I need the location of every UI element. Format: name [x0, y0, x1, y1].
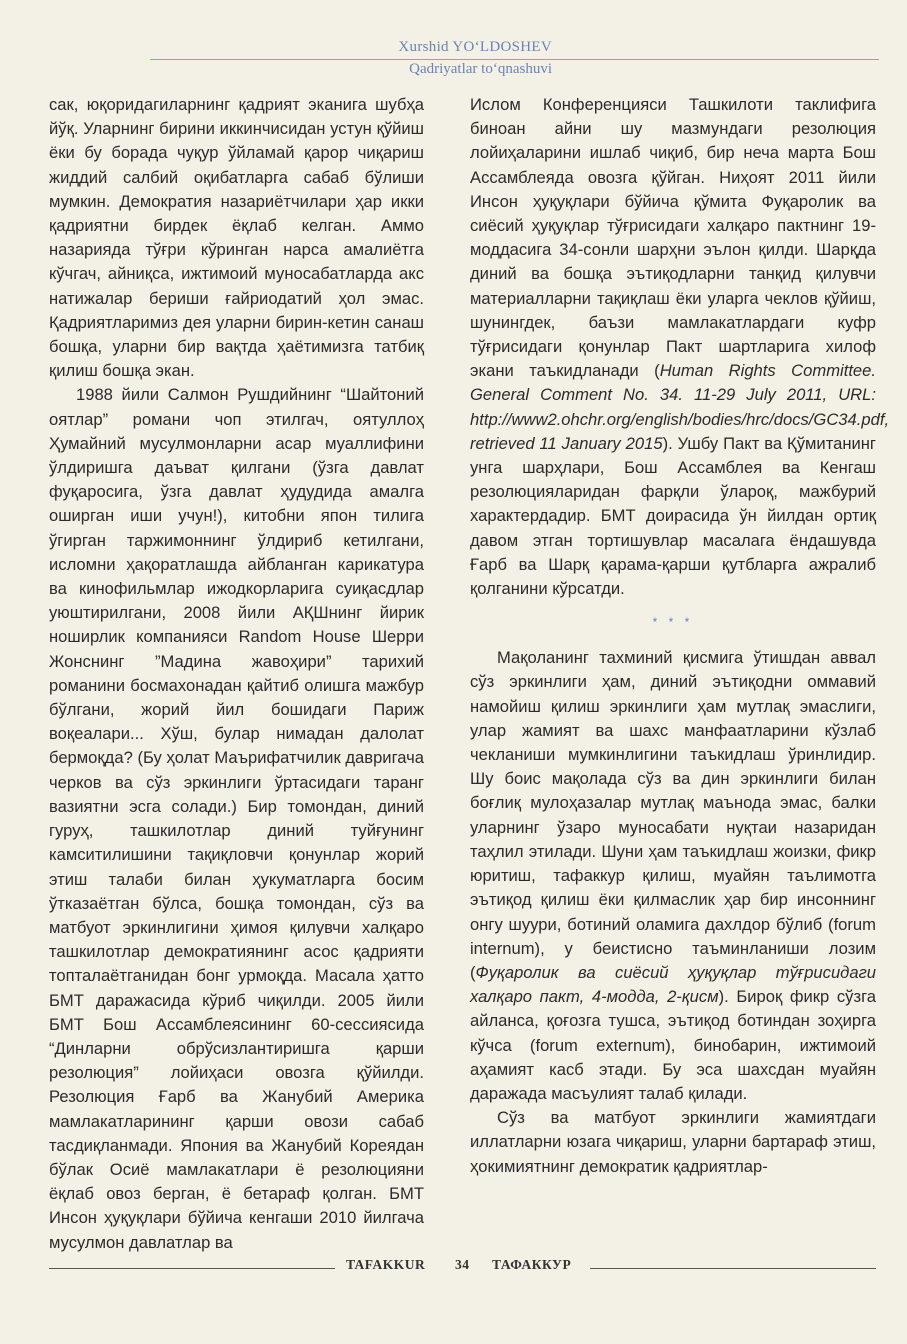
- section-separator: * * *: [652, 615, 694, 630]
- paragraph: Сўз ва матбуот эркинлиги жамиятдаги иллатларни юзага чиқариш, уларни бартараф этиш, ҳокимиятнинг демократик қадриятлар-: [470, 1108, 876, 1176]
- running-header: [0, 0, 907, 90]
- footer-label-latin: TAFAKKUR: [346, 1257, 426, 1272]
- paragraph: [470, 93, 890, 601]
- reference-citation: Human Rights Committee. General Comment No. 34. 11-29 July 2011, URL: http://www2.ohchr.org/english/bodies/hrc/docs/GC34.pdf, retrieved 11 January 2015: [470, 361, 890, 453]
- right-column: [470, 93, 890, 1179]
- left-column: [49, 93, 424, 1255]
- paragraph-text: ). Бироқ фикр сўзга айланса, қоғозга тушса, эътиқод ботиндан зоҳирга кўчса (forum externum), бинобарин, ижтимоий аҳамият касб этади. Бу эса шахсдан муайян даражада масъулият талаб қилади.: [470, 987, 876, 1103]
- page-number: 34: [455, 1257, 470, 1272]
- author-name: Xurshid YO‘LDOSHEV: [398, 39, 552, 55]
- article-subtitle: Qadriyatlar to‘qnashuvi: [409, 61, 552, 77]
- reference-citation: Фуқаролик ва сиёсий ҳуқуқлар тўғрисидаги халқаро пакт, 4-модда, 2-қисм: [470, 962, 876, 1007]
- paragraph: 1988 йили Салмон Рушдийнинг “Шайтоний оятлар” романи чоп этилгач, оятуллоҳ Ҳумайний мусулмонларни асар муаллифини ўлдиришга даъват қилгани (ўзга давлат фуқаросига, ўзга давлат ҳудудида амалга оширган иши учун!), китобни япон тилига ўгирган таржимоннинг ўлдириб кетилгани, исломни ҳақоратлашда айбланган карикатура ва кинофильмлар ижодкорларига суиқасдлар уюштирилгани, 2008 йили АҚШнинг йирик ноширлик компанияси Random House Шерри Жонснинг ”Мадина жавоҳири” тарихий романини босмахонадан қайтиб олишга мажбур бўлгани, жорий йил бошидаги Париж воқеалари... Хўш, булар нимадан далолат бермоқда? (Бу ҳолат Маърифатчилик давригача черков ва сўз эркинлиги ўртасидаги таранг вазиятни эсга солади.) Бир томондан, диний гуруҳ, ташкилотлар диний туйғунинг камситилишини тақиқловчи қонунлар жорий этиш талаби билан ҳукуматларга босим ўтказаётган бўлса, бошқа томондан, сўз ва матбуот эркинлигини ҳимоя қилувчи халқаро ташкилотлар демократиянинг асос қадрияти топталаётганидан бонг урмоқда. Масала ҳатто БМТ даражасида кўриб чиқилди. 2005 йили БМТ Бош Ассамблеясининг 60-сессиясида “Динларни обрўсизлантиришга қарши резолюция” лойиҳаси овозга қўйилди. Резолюция Ғарб ва Жанубий Америка мамлакатларининг қарши овози сабаб тасдиқланмади. Япония ва Жанубий Кореядан бўлак Осиё мамлакатлари ё резолюцияни ёқлаб овоз берган, ё бетараф қолган. БМТ Инсон ҳуқуқлари бўйича кенгаши 2010 йилгача мусулмон давлатлар ва: [49, 385, 424, 1252]
- page-footer: [0, 1255, 907, 1285]
- paragraph-text: Ислом Конференцияси Ташкилоти таклифига биноан айни шу мазмундаги резолюция лойиҳаларини ишлаб чиқиб, бир неча марта Бош Ассамблеяда овозга қўйган. Ниҳоят 2011 йили Инсон ҳуқуқлари бўйича қўмита Фуқаролик ва сиёсий ҳуқуқлар тўғрисидаги халқаро пактнинг 19-моддасига 34-сонли шарҳни эълон қилди. Шарқда диний ва бошқа эътиқодларни танқид қилувчи материалларни тақиқлаш ёки уларга чеклов қўйиш, шунингдек, баъзи мамлакатлардаги куфр тўғрисидаги қонунлар Пакт шартларига хилоф экани таъкидланади (: [470, 95, 876, 381]
- paragraph-text: Мақоланинг тахминий қисмига ўтишдан аввал сўз эркинлиги ҳам, диний эътиқодни оммавий намойиш қилиш эркинлиги ҳам мутлақ эмаслиги, улар жамият ва шахс манфаатларини кўзлаб чекланиши мумкинлигини таъкидлаш ўринлидир. Шу боис мақолада сўз ва дин эркинлиги билан боғлиқ мулоҳазалар мутлақ маънода эмас, балки уларнинг ўзаро муносабати нуқтаи назаридан таҳлил этилади. Шуни ҳам таъкидлаш жоизки, фикр юритиш, тафаккур қилиш, муайян таълимотга эътиқод қилиш ёки қилмаслик ҳар бир инсоннинг онгу шуури, ботиний оламига дахлдор бўлиб (forum internum), у беистисно таъминланиши лозим (: [470, 648, 876, 982]
- header-rule: [150, 59, 879, 60]
- footer-rule-right: [590, 1268, 876, 1269]
- paragraph: сак, юқоридагиларнинг қадрият эканига шубҳа йўқ. Уларнинг бирини иккинчисидан устун қўйиш ёки бу борада чуқур ўйламай қарор чиқариш жиддий салбий оқибатларга сабаб бўлиши мумкин. Демократия назариётчилари ҳар икки қадриятни бирдек ёқлаб келган. Аммо назарияда тўғри кўринган нарса амалиётга кўчгач, айниқса, ижтимоий муносабатларда акс натижалар бериши ғайриодатий ҳол эмас. Қадриятларимиз дея уларни бирин-кетин санаш бошқа, уларни бир вақтда ҳаётимизга татбиқ қилиш бошқа экан.: [49, 95, 424, 381]
- paragraph-text: ). Ушбу Пакт ва Қўмитанинг унга шарҳлари, Бош Ассамблея ва Кенгаш резолюцияларидан фарқли ўлароқ, мажбурий характердадир. БМТ доирасида ўн йилдан ортиқ давом этган тортишувлар масалага ёндашувда Ғарб ва Шарқ қарама-қарши қутбларга ажралиб қолганини кўрсатди.: [470, 433, 876, 599]
- footer-rule-left: [49, 1268, 335, 1269]
- paragraph: [470, 646, 876, 1106]
- footer-label-cyrillic: ТАФАККУР: [492, 1257, 572, 1272]
